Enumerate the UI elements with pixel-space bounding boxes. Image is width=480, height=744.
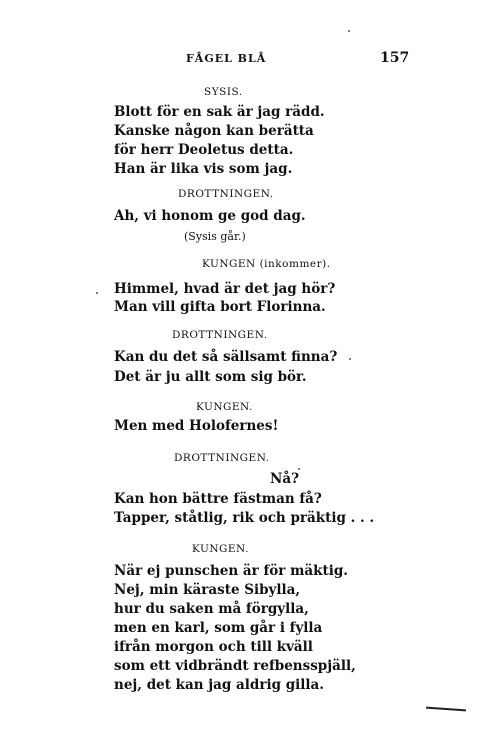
speaker-name: DROTTNINGEN. <box>178 188 274 200</box>
verse-line: När ej punschen är för mäktig. <box>114 563 348 579</box>
verse-line: Himmel, hvad är det jag hör? <box>114 281 336 297</box>
speaker-name: DROTTNINGEN. <box>172 329 268 341</box>
speaker-name: SYSIS. <box>204 86 243 98</box>
verse-line: Han är lika vis som jag. <box>114 161 293 177</box>
ink-mark <box>426 707 466 712</box>
paper-speck <box>349 358 351 360</box>
speaker-name: DROTTNINGEN. <box>174 452 270 464</box>
verse-line: Kan hon bättre fästman få? <box>114 491 322 507</box>
page-number: 157 <box>380 50 410 66</box>
verse-line: som ett vidbrändt refbensspjäll, <box>114 658 356 674</box>
verse-line: Det är ju allt som sig bör. <box>114 369 307 385</box>
stage-direction: (Sysis går.) <box>184 230 246 243</box>
speaker-name: KUNGEN. <box>192 543 249 555</box>
verse-line: Kanske någon kan berätta <box>114 123 314 139</box>
verse-line: Kan du det så sällsamt finna? <box>114 349 338 365</box>
verse-line: Man vill gifta bort Florinna. <box>114 299 326 315</box>
verse-line: ifrån morgon och till kväll <box>114 639 313 655</box>
verse-line: Ah, vi honom ge god dag. <box>114 208 306 224</box>
verse-line: men en karl, som går i fylla <box>114 620 323 636</box>
speaker-name: KUNGEN. <box>196 401 253 413</box>
verse-line: hur du saken må förgylla, <box>114 601 309 617</box>
paper-speck <box>348 30 350 32</box>
verse-line: Nej, min käraste Sibylla, <box>114 582 301 598</box>
verse-line: för herr Deoletus detta. <box>114 142 294 158</box>
paper-speck <box>96 292 98 294</box>
verse-line: Tapper, ståtlig, rik och präktig . . . <box>114 510 375 526</box>
verse-line: Blott för en sak är jag rädd. <box>114 104 325 120</box>
paper-speck <box>298 468 300 470</box>
verse-line: nej, det kan jag aldrig gilla. <box>114 677 325 693</box>
verse-line: Men med Holofernes! <box>114 418 279 434</box>
speaker-name: KUNGEN (inkommer). <box>202 258 331 270</box>
verse-line: Nå? <box>270 471 299 487</box>
running-title: FÅGEL BLÅ <box>186 52 267 65</box>
